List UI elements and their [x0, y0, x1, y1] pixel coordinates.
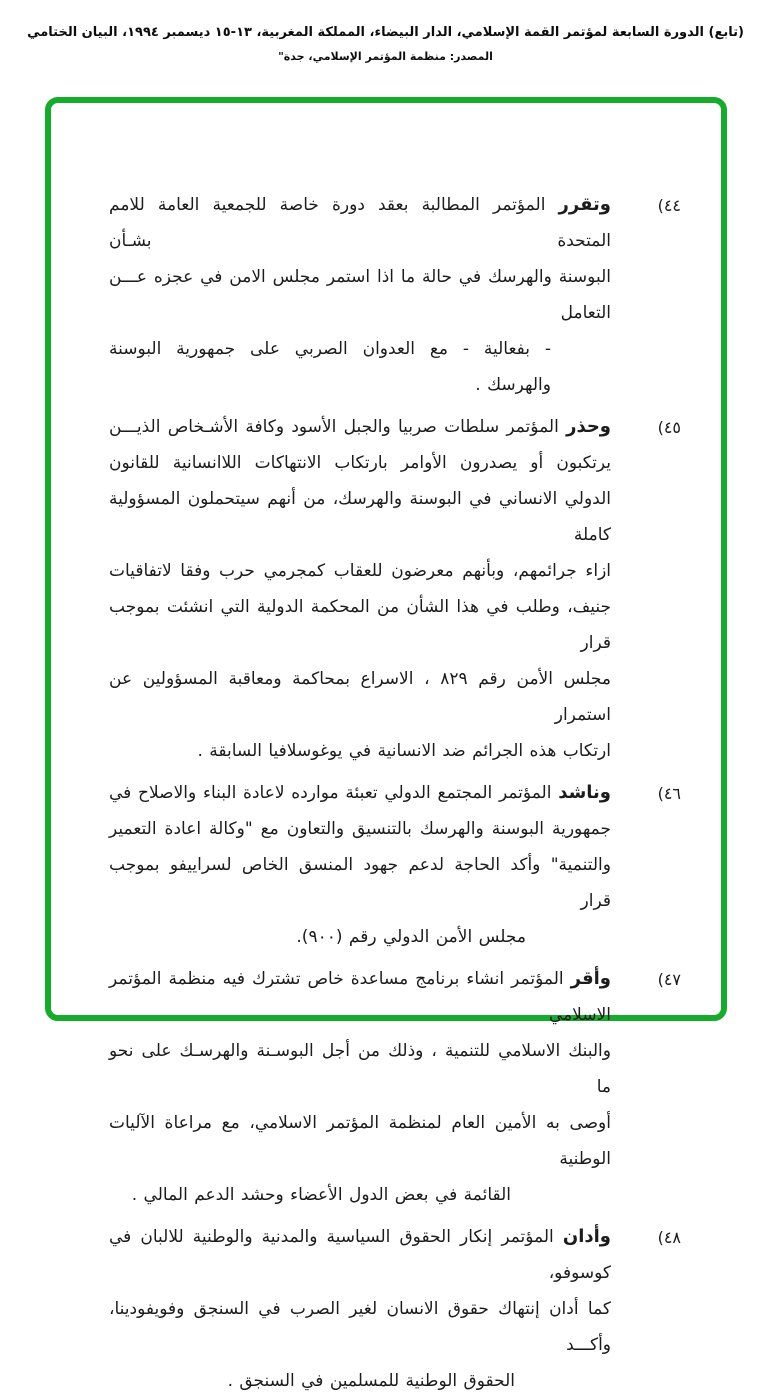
header-source: المصدر: منظمة المؤتمر الإسلامي، جدة" [278, 50, 493, 63]
text-line: الحقوق الوطنية للمسلمين في السنجق . [227, 1371, 515, 1391]
paragraph-item [107, 961, 681, 1213]
text-line: ازاء جرائمهم، وبأنهم معرضون للعقاب كمجرمي حرب وفقا لاتفاقيات [109, 561, 611, 581]
header-title: (تابع) الدورة السابعة لمؤتمر القمة الإسلامي، الدار البيضاء، المملكة المغربية، ١٣-١٥ ديسمبر ١٩٩٤، البيان الختامي [27, 25, 744, 40]
paragraph-item [107, 409, 681, 769]
text-line: والتنمية" وأكد الحاجة لدعم جهود المنسق الخاص لسراييفو بموجب قرار [109, 855, 611, 911]
green-frame [45, 97, 727, 1391]
text-line: وحذر المؤتمر سلطات صربيا والجبل الأسود وكافة الأشـخاص الذيـــن [109, 416, 611, 437]
paragraph-lead-word: وأدان [562, 1226, 611, 1247]
paragraph-text [109, 187, 611, 403]
paragraph-item [107, 187, 681, 403]
paragraph-number: ٤٧) [657, 970, 681, 989]
text-line: جمهورية البوسنة والهرسك بالتنسيق والتعاون مع "وكالة اعادة التعمير [109, 819, 611, 839]
paragraph-item [107, 775, 681, 955]
text-line: وأقر المؤتمر انشاء برنامج مساعدة خاص تشترك فيه منظمة المؤتمر الاسلامي [109, 968, 611, 1025]
text-line: وأدان المؤتمر إنكار الحقوق السياسية والمدنية والوطنية للالبان في كوسوفو، [109, 1226, 611, 1283]
paragraph-lead-word: وأقر [570, 968, 611, 989]
paragraph-lead-word: وحذر [566, 416, 611, 437]
paragraph-text [109, 1219, 611, 1399]
paragraph-number: ٤٤) [657, 196, 681, 215]
text-line: والبنك الاسلامي للتنمية ، وذلك من أجل البوسـنة والهرسـك على نحو ما [109, 1041, 611, 1097]
paragraph-text [109, 775, 611, 955]
text-line: يرتكبون أو يصدرون الأوامر بارتكاب الانتهاكات اللاانسانية للقانون [109, 453, 611, 473]
paragraph-text [109, 409, 611, 769]
paragraph-item [107, 1219, 681, 1399]
document-header [0, 0, 771, 63]
text-line: البوسنة والهرسك في حالة ما اذا استمر مجلس الامن في عجزه عـــن التعامل [109, 267, 611, 323]
text-line: الدولي الانساني في البوسنة والهرسك، من أنهم سيتحملون المسؤولية كاملة [109, 489, 611, 545]
text-line: أوصى به الأمين العام لمنظمة المؤتمر الاسلامي، مع مراعاة الآليات الوطنية [109, 1113, 611, 1169]
text-line: - بفعالية - مع العدوان الصربي على جمهورية البوسنة والهرسك . [109, 339, 551, 395]
text-line: وتقرر المؤتمر المطالبة بعقد دورة خاصة للجمعية العامة للامم المتحدة بشـأن [109, 194, 611, 251]
paragraph-number: ٤٦) [657, 784, 681, 803]
text-line: مجلس الأمن رقم ٨٢٩ ، الاسراع بمحاكمة ومعاقبة المسؤولين عن استمرار [109, 669, 611, 725]
text-line: ارتكاب هذه الجرائم ضد الانسانية في يوغوسلافيا السابقة . [197, 741, 611, 761]
paragraph-number: ٤٨) [657, 1228, 681, 1247]
paragraph-text [109, 961, 611, 1213]
text-line: وناشد المؤتمر المجتمع الدولي تعبئة موارده لاعادة البناء والاصلاح في [109, 782, 611, 803]
text-line: مجلس الأمن الدولي رقم (٩٠٠). [296, 927, 526, 947]
text-line: القائمة في بعض الدول الأعضاء وحشد الدعم المالي . [131, 1185, 511, 1205]
text-line: جنيف، وطلب في هذا الشأن من المحكمة الدولية التي انشئت بموجب قرار [109, 597, 611, 653]
paragraph-lead-word: وتقرر [558, 194, 611, 215]
paragraph-list [51, 103, 721, 1399]
paragraph-number: ٤٥) [657, 418, 681, 437]
text-line: كما أدان إنتهاك حقوق الانسان لغير الصرب في السنجق وفويفودينا، وأكـــد [109, 1299, 611, 1355]
paragraph-lead-word: وناشد [558, 782, 611, 803]
